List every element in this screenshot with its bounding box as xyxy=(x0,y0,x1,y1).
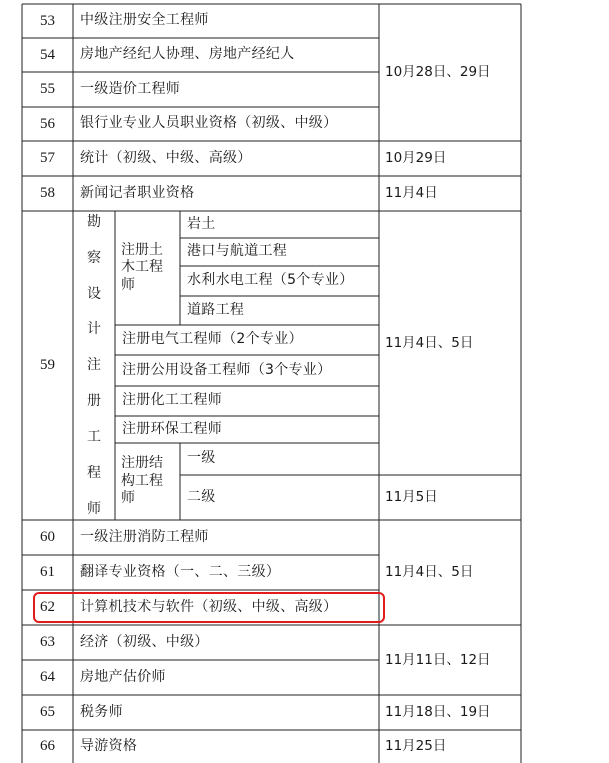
row-number: 61 xyxy=(40,564,55,581)
row-number: 57 xyxy=(40,150,55,167)
exam-name: 税务师 xyxy=(80,703,123,720)
exam-date: 11月4日、5日 xyxy=(385,564,474,581)
civil-engineer-group: 注册土木工程师 xyxy=(121,241,163,293)
row-number: 66 xyxy=(40,738,55,755)
row-number: 55 xyxy=(40,81,55,98)
row-number: 62 xyxy=(40,599,55,616)
exam-date: 11月18日、19日 xyxy=(385,704,491,721)
sub-item: 岩土 xyxy=(187,215,216,232)
exam-name: 银行业专业人员职业资格（初级、中级） xyxy=(80,115,338,132)
exam-name: 计算机技术与软件（初级、中级、高级） xyxy=(80,598,338,615)
sub-item: 水利水电工程（5个专业） xyxy=(187,272,354,289)
sub-item: 道路工程 xyxy=(187,301,245,318)
row-number: 65 xyxy=(40,704,55,721)
exam-date: 11月11日、12日 xyxy=(385,651,491,668)
category-char: 册 xyxy=(87,393,101,410)
row-number: 53 xyxy=(40,12,55,29)
sub-item: 注册环保工程师 xyxy=(122,420,223,437)
exam-name: 翻译专业资格（一、二、三级） xyxy=(80,563,281,580)
exam-date: 11月5日 xyxy=(385,489,438,506)
row-number: 64 xyxy=(40,669,55,686)
category-char: 工 xyxy=(87,428,101,445)
exam-name: 导游资格 xyxy=(80,737,138,754)
row-number: 60 xyxy=(40,529,55,546)
category-vertical-label xyxy=(73,214,115,518)
exam-date: 10月28日、29日 xyxy=(385,64,491,81)
category-char: 注 xyxy=(87,357,101,374)
sub-item: 注册电气工程师（2个专业） xyxy=(122,331,303,348)
sub-item: 一级 xyxy=(187,450,216,467)
exam-date: 11月4日、5日 xyxy=(385,334,474,351)
exam-date: 10月29日 xyxy=(385,150,447,167)
exam-name: 房地产估价师 xyxy=(80,668,166,685)
category-char: 设 xyxy=(87,285,101,302)
structural-engineer-group: 注册结构工程师 xyxy=(121,455,163,507)
category-char: 师 xyxy=(87,500,101,517)
exam-date: 11月25日 xyxy=(385,738,447,755)
exam-name: 统计（初级、中级、高级） xyxy=(80,149,252,166)
exam-name: 一级造价工程师 xyxy=(80,80,181,97)
category-char: 勘 xyxy=(87,214,101,230)
exam-name: 中级注册安全工程师 xyxy=(80,12,209,29)
sub-item: 注册化工工程师 xyxy=(122,392,223,409)
category-char: 察 xyxy=(87,249,101,266)
sub-item: 港口与航道工程 xyxy=(187,243,288,260)
sub-item: 二级 xyxy=(187,488,216,505)
exam-name: 一级注册消防工程师 xyxy=(80,528,209,545)
exam-name: 经济（初级、中级） xyxy=(80,633,209,650)
exam-date: 11月4日 xyxy=(385,185,438,202)
row-number: 58 xyxy=(40,185,55,202)
row-number: 56 xyxy=(40,115,55,132)
highlight-box xyxy=(33,592,385,623)
row-number: 54 xyxy=(40,46,55,63)
category-char: 程 xyxy=(87,464,101,481)
row-number: 63 xyxy=(40,634,55,651)
row-number: 59 xyxy=(40,357,55,374)
category-char: 计 xyxy=(87,321,101,338)
sub-item: 注册公用设备工程师（3个专业） xyxy=(122,361,332,378)
exam-name: 新闻记者职业资格 xyxy=(80,184,195,201)
exam-name: 房地产经纪人协理、房地产经纪人 xyxy=(80,46,295,63)
